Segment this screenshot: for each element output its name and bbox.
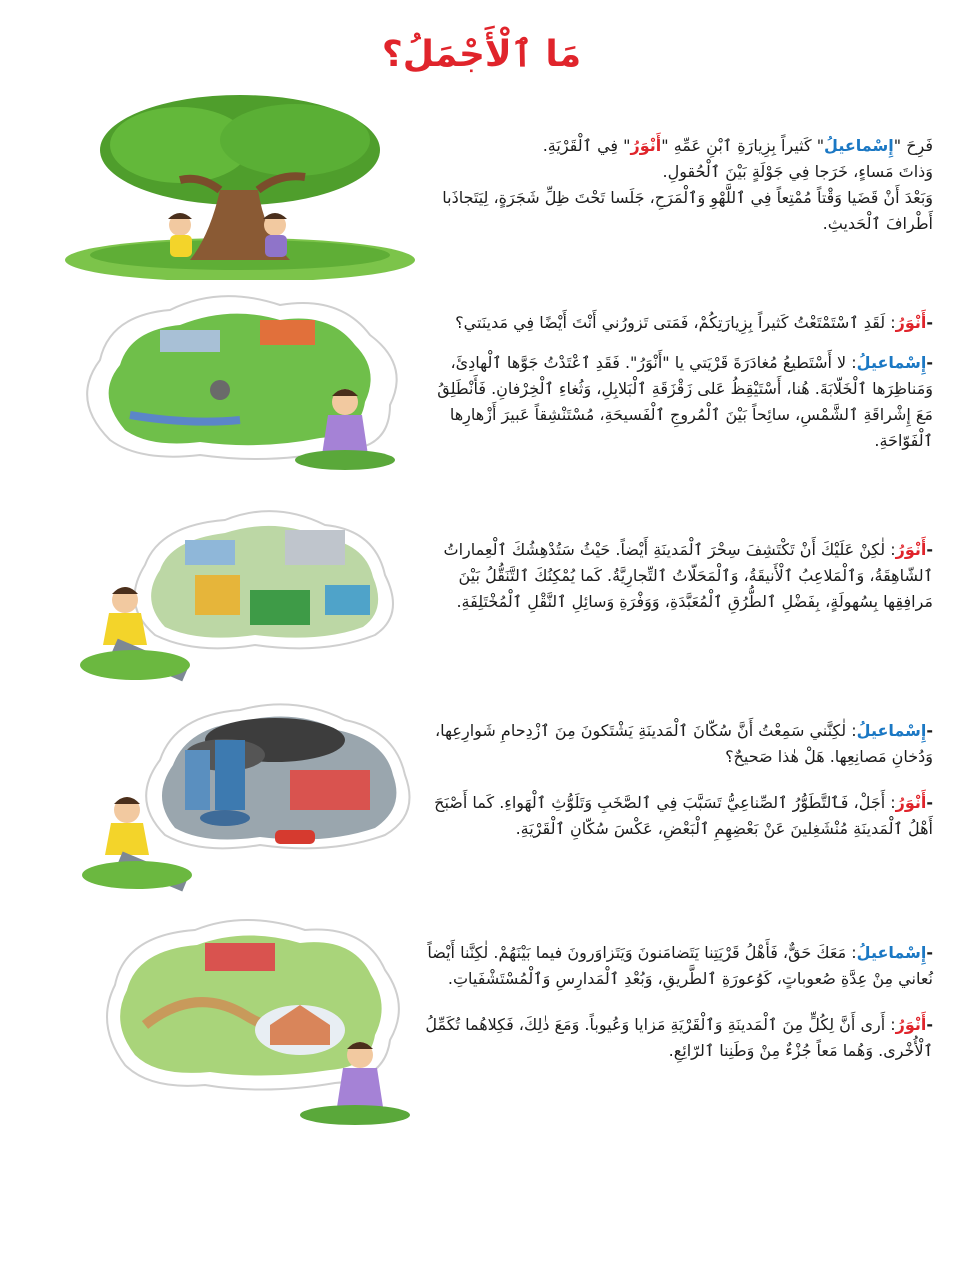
anwar-speaker: أَنْوَرُ [895,313,927,332]
village-dream-illustration [70,290,415,490]
section-village [0,290,963,495]
intro-post: " فِي ٱلْقَرْيَةِ. [542,136,631,155]
intro-mid: " كَثيراً بِزِيارَةِ ٱبْنِ عَمِّهِ " [661,136,825,155]
anwar-line-2: : لٰكِنْ عَلَيْكَ أَنْ تَكْتَشِفَ سِحْرَ ٱلْمَدينَةِ أَيْضاً. حَيْثُ سَتُدْهِشُكَ ٱلْعِماراتُ ٱلشّاهِقَةُ، وَٱلْمَلاعِبُ ٱلْأَنيقَةُ، وَٱلْمَحَلّاتُ ٱلتِّجارِيَّةُ. كَما يُمْكِنُكَ ٱلتَّنَقُّلُ بَيْنَ مَرافِقِها بِسُهولَةٍ، بِفَضْلِ ٱلطُّرُقِ ٱلْمُعَبَّدَةِ، وَوَفْرَةِ وَسائِلِ ٱلنَّقْلِ ٱلْمُخْتَلِفَةِ. [443,540,933,611]
ismail-speaker: إِسْماعيلُ [856,721,927,740]
anwar-line-3: : أَجَلْ، فَٱلتَّطَوُّرُ ٱلصِّناعِيُّ تَسَبَّبَ فِي ٱلصَّخَبِ وَتَلَوُّثِ ٱلْهَواءِ. كَما أَصْبَحَ أَهْلُ ٱلْمَدينَةِ مُنْشَغِلينَ عَنْ بَعْضِهِمِ ٱلْبَعْضِ، عَكْسَ سُكّانِ ٱلْقَرْيَةِ. [434,793,933,838]
intro-line3: وَبَعْدَ أَنْ قَضَيا وَقْتاً مُمْتِعاً فِي ٱللَّهْوِ وَٱلْمَرَحِ، جَلَسا تَحْتَ ظِلِّ شَجَرَةٍ، لِيَتَجاذَبا أَطْرافَ ٱلْحَديثِ. [442,188,933,233]
pollution-dream-illustration [75,700,415,900]
anwar-name: أَنْوَرُ [630,136,662,155]
ismail-line-2: : لٰكِنَّني سَمِعْتُ أَنَّ سُكّانَ ٱلْمَدينَةِ يَشْتَكونَ مِنَ ٱزْدِحامِ شَوارِعِها، وَدُخانِ مَصانِعِها. هَلْ هٰذا صَحيحٌ؟ [435,721,933,766]
intro-text [423,133,933,237]
anwar-speaker: أَنْوَرُ [895,793,927,812]
section-conclusion [0,915,963,1145]
page-title: مَا ٱلْأَجْمَلُ؟ [381,34,582,75]
pollution-dialog: -إِسْماعيلُ: لٰكِنَّني سَمِعْتُ أَنَّ سُكّانَ ٱلْمَدينَةِ يَشْتَكونَ مِنَ ٱزْدِحامِ شَوارِعِها، وَدُخانِ مَصانِعِها. هَلْ هٰذا صَحيحٌ؟ -أَنْوَرُ: أَجَلْ، فَٱلتَّطَوُّرُ ٱلصِّناعِيُّ تَسَبَّبَ فِي ٱلصَّخَبِ وَتَلَوُّثِ ٱلْهَواءِ. كَما أَصْبَحَ أَهْلُ ٱلْمَدينَةِ مُنْشَغِلينَ عَنْ بَعْضِهِمِ ٱلْبَعْضِ، عَكْسَ سُكّانِ ٱلْقَرْيَةِ. [434,721,933,838]
ismail-speaker: إِسْماعيلُ [856,353,927,372]
intro-pre: فَرِحَ " [893,136,933,155]
anwar-line-1: : لَقَدِ ٱسْتَمْتَعْتُ كَثيراً بِزِيارَتِكُمْ، فَمَتى تَزورُني أَنْتَ أَيْضًا فِي مَدينَتي؟ [455,313,896,332]
section-intro [0,95,963,285]
ismail-line-1: : لا أَسْتَطيعُ مُغادَرَةَ قَرْيَتي يا "أَنْوَرُ". فَقَدِ ٱعْتَدْتُ جَوَّها ٱلْهادِئَ، وَمَناظِرَها ٱلْخَلّابَةَ. هُنا، أَسْتَيْقِظُ عَلى زَقْزَقَةِ ٱلْبَلابِلِ، وَثُغاءِ ٱلْخِرْفانِ. فَأَنْطَلِقُ مَعَ إِشْراقَةِ ٱلشَّمْسِ، سائِحاً بَيْنَ ٱلْمُروجِ ٱلْفَسيحَةِ، مُسْتَنْشِقاً عَبيرَ أَزْهارِها ٱلْفَوّاحَةِ. [437,353,933,450]
conclusion-dialog: -إِسْماعيلُ: مَعَكَ حَقٌّ، فَأَهْلُ قَرْيَتِنا يَتَضامَنونَ وَيَتَزاوَرونَ فيما بَيْنَهُمْ. لٰكِنَّنا أَيْضاً نُعاني مِنْ عِدَّةِ صُعوباتٍ، كَوُعورَةِ ٱلطَّريقِ، وَبُعْدِ ٱلْمَدارِسِ وَٱلْمُسْتَشْفَياتِ. -أَنْوَرُ: أَرى أَنَّ لِكُلٍّ مِنَ ٱلْمَدينَةِ وَٱلْقَرْيَةِ مَزايا وَعُيوباً. وَمَعَ ذٰلِكَ، فَكِلاهُما تُكَمِّلُ ٱلْأُخْرى. وَهُما مَعاً جُزْءٌ مِنْ وَطَنِنا ٱلرّائِعِ. [425,943,933,1060]
anwar-speaker: أَنْوَرُ [895,1015,927,1034]
ismail-name: إِسْماعيلُ [824,136,894,155]
ismail-speaker: إِسْماعيلُ [856,943,927,962]
village-school-illustration [85,915,415,1130]
tree-illustration [60,95,420,280]
city-dream-illustration [75,505,410,690]
anwar-speaker: أَنْوَرُ [895,540,927,559]
section-pollution [0,700,963,905]
city-dialog: -أَنْوَرُ: لٰكِنْ عَلَيْكَ أَنْ تَكْتَشِفَ سِحْرَ ٱلْمَدينَةِ أَيْضاً. حَيْثُ سَتُدْهِشُكَ ٱلْعِماراتُ ٱلشّاهِقَةُ، وَٱلْمَلاعِبُ ٱلْأَنيقَةُ، وَٱلْمَحَلّاتُ ٱلتِّجارِيَّةُ. كَما يُمْكِنُكَ ٱلتَّنَقُّلُ بَيْنَ مَرافِقِها بِسُهولَةٍ، بِفَضْلِ ٱلطُّرُقِ ٱلْمُعَبَّدَةِ، وَوَفْرَةِ وَسائِلِ ٱلنَّقْلِ ٱلْمُخْتَلِفَةِ. [443,540,933,611]
village-dialog: -أَنْوَرُ: لَقَدِ ٱسْتَمْتَعْتُ كَثيراً بِزِيارَتِكُمْ، فَمَتى تَزورُني أَنْتَ أَيْضًا فِي مَدينَتي؟ -إِسْماعيلُ: لا أَسْتَطيعُ مُغادَرَةَ قَرْيَتي يا "أَنْوَرُ". فَقَدِ ٱعْتَدْتُ جَوَّها ٱلْهادِئَ، وَمَناظِرَها ٱلْخَلّابَةَ. هُنا، أَسْتَيْقِظُ عَلى زَقْزَقَةِ ٱلْبَلابِلِ، وَثُغاءِ ٱلْخِرْفانِ. فَأَنْطَلِقُ مَعَ إِشْراقَةِ ٱلشَّمْسِ، سائِحاً بَيْنَ ٱلْمُروجِ ٱلْفَسيحَةِ، مُسْتَنْشِقاً عَبيرَ أَزْهارِها ٱلْفَوّاحَةِ. [437,313,933,450]
intro-line2: وَذاتَ مَساءٍ، خَرَجا فِي جَوْلَةٍ بَيْنَ ٱلْحُقولِ. [662,162,933,181]
section-city [0,505,963,695]
ismail-line-3: : مَعَكَ حَقٌّ، فَأَهْلُ قَرْيَتِنا يَتَضامَنونَ وَيَتَزاوَرونَ فيما بَيْنَهُمْ. لٰكِنَّنا أَيْضاً نُعاني مِنْ عِدَّةِ صُعوباتٍ، كَوُعورَةِ ٱلطَّريقِ، وَبُعْدِ ٱلْمَدارِسِ وَٱلْمُسْتَشْفَياتِ. [427,943,933,988]
anwar-line-4: : أَرى أَنَّ لِكُلٍّ مِنَ ٱلْمَدينَةِ وَٱلْقَرْيَةِ مَزايا وَعُيوباً. وَمَعَ ذٰلِكَ، فَكِلاهُما تُكَمِّلُ ٱلْأُخْرى. وَهُما مَعاً جُزْءٌ مِنْ وَطَنِنا ٱلرّائِعِ. [425,1015,933,1060]
